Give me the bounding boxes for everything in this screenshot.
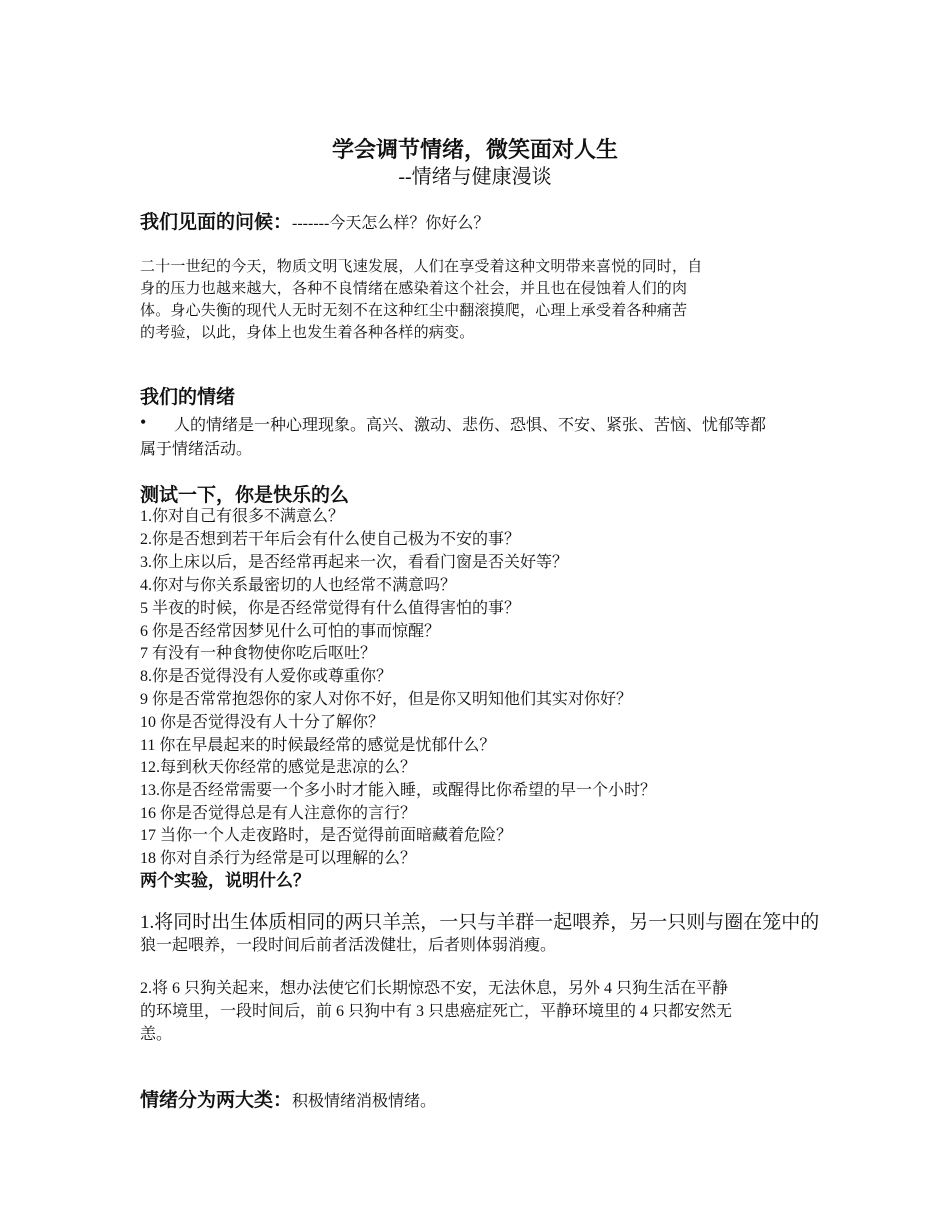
categories-text: 积极情绪消极情绪。 [292, 1093, 437, 1110]
greeting-label: 我们见面的问候： [140, 212, 293, 233]
experiment-2-line: 2.将 6 只狗关起来，想办法使它们长期惊恐不安，无法休息，另外 4 只狗生活在平静 [140, 980, 729, 997]
greeting-line [140, 207, 489, 234]
emotions-text: 属于情绪活动。 [140, 441, 253, 458]
experiment-1-text [140, 907, 819, 934]
intro-line: 身的压力也越来越大，各种不良情绪在感染着这个社会，并且也在侵蚀着人们的肉 [140, 281, 688, 297]
test-heading: 测试一下，你是快乐的么 [140, 485, 350, 506]
emotions-text: 人的情绪是一种心理现象。高兴、激动、悲伤、恐惧、不安、紧张、苦恼、忧郁等都 [174, 417, 767, 434]
question-item: 6 你是否经常因梦见什么可怕的事而惊醒？ [140, 623, 441, 640]
experiment-2-line: 恙。 [140, 1026, 173, 1043]
question-item: 9 你是否常常抱怨你的家人对你不好，但是你又明知他们其实对你好？ [140, 691, 633, 708]
question-item: 5 半夜的时候，你是否经常觉得有什么值得害怕的事？ [140, 600, 521, 617]
experiment-1-line: 1.将同时出生体质相同的两只羊羔，一只与羊群一起喂养，另一只则与圈在笼中的 [140, 912, 820, 933]
question-item: 3.你上床以后，是否经常再起来一次，看看门窗是否关好等？ [140, 554, 569, 571]
experiment-1-line: 狼一起喂养，一段时间后前者活泼健壮，后者则体弱消瘦。 [140, 937, 557, 954]
categories-label: 情绪分为两大类： [140, 1090, 293, 1111]
question-item: 18 你对自杀行为经常是可以理解的么？ [140, 850, 417, 867]
intro-line: 二十一世纪的今天，物质文明飞速发展，人们在享受着这种文明带来喜悦的同时，自 [140, 259, 703, 275]
emotions-heading: 我们的情绪 [140, 387, 236, 408]
question-item: 2.你是否想到若干年后会有什么使自己极为不安的事？ [140, 531, 521, 548]
experiment-2-line: 的环境里，一段时间后，前 6 只狗中有 3 只患癌症死亡，平静环境里的 4 只都安然无 [140, 1003, 733, 1020]
question-item: 12.每到秋天你经常的感觉是悲凉的么？ [140, 759, 417, 776]
question-item: 10 你是否觉得没有人十分了解你？ [140, 714, 385, 731]
question-item: 13.你是否经常需要一个多小时才能入睡，或醒得比你希望的早一个小时？ [140, 782, 657, 799]
bullet-marker: • [140, 412, 147, 432]
question-item: 8.你是否觉得没有人爱你或尊重你？ [140, 668, 393, 685]
intro-line: 体。身心失衡的现代人无时无刻不在这种红尘中翻滚摸爬，心理上承受着各种痛苦 [140, 303, 688, 319]
page-title: 学会调节情绪，微笑面对人生 [331, 137, 618, 162]
question-item: 17 当你一个人走夜路时，是否觉得前面暗藏着危险？ [140, 827, 513, 844]
greeting-text: -------今天怎么样？你好么？ [292, 215, 490, 232]
question-item: 11 你在早晨起来的时候最经常的感觉是忧郁什么？ [140, 737, 496, 754]
question-item: 16 你是否觉得总是有人注意你的言行？ [140, 805, 417, 822]
question-item: 1.你对自己有很多不满意么？ [140, 508, 345, 525]
intro-line: 的考验，以此，身体上也发生着各种各样的病变。 [140, 325, 475, 341]
categories-line [140, 1085, 436, 1112]
question-item: 4.你对与你关系最密切的人也经常不满意吗？ [140, 577, 457, 594]
question-item: 7 有没有一种食物使你吃后呕吐？ [140, 645, 377, 662]
page-subtitle: --情绪与健康漫谈 [398, 166, 552, 188]
experiments-heading: 两个实验，说明什么？ [140, 871, 310, 890]
